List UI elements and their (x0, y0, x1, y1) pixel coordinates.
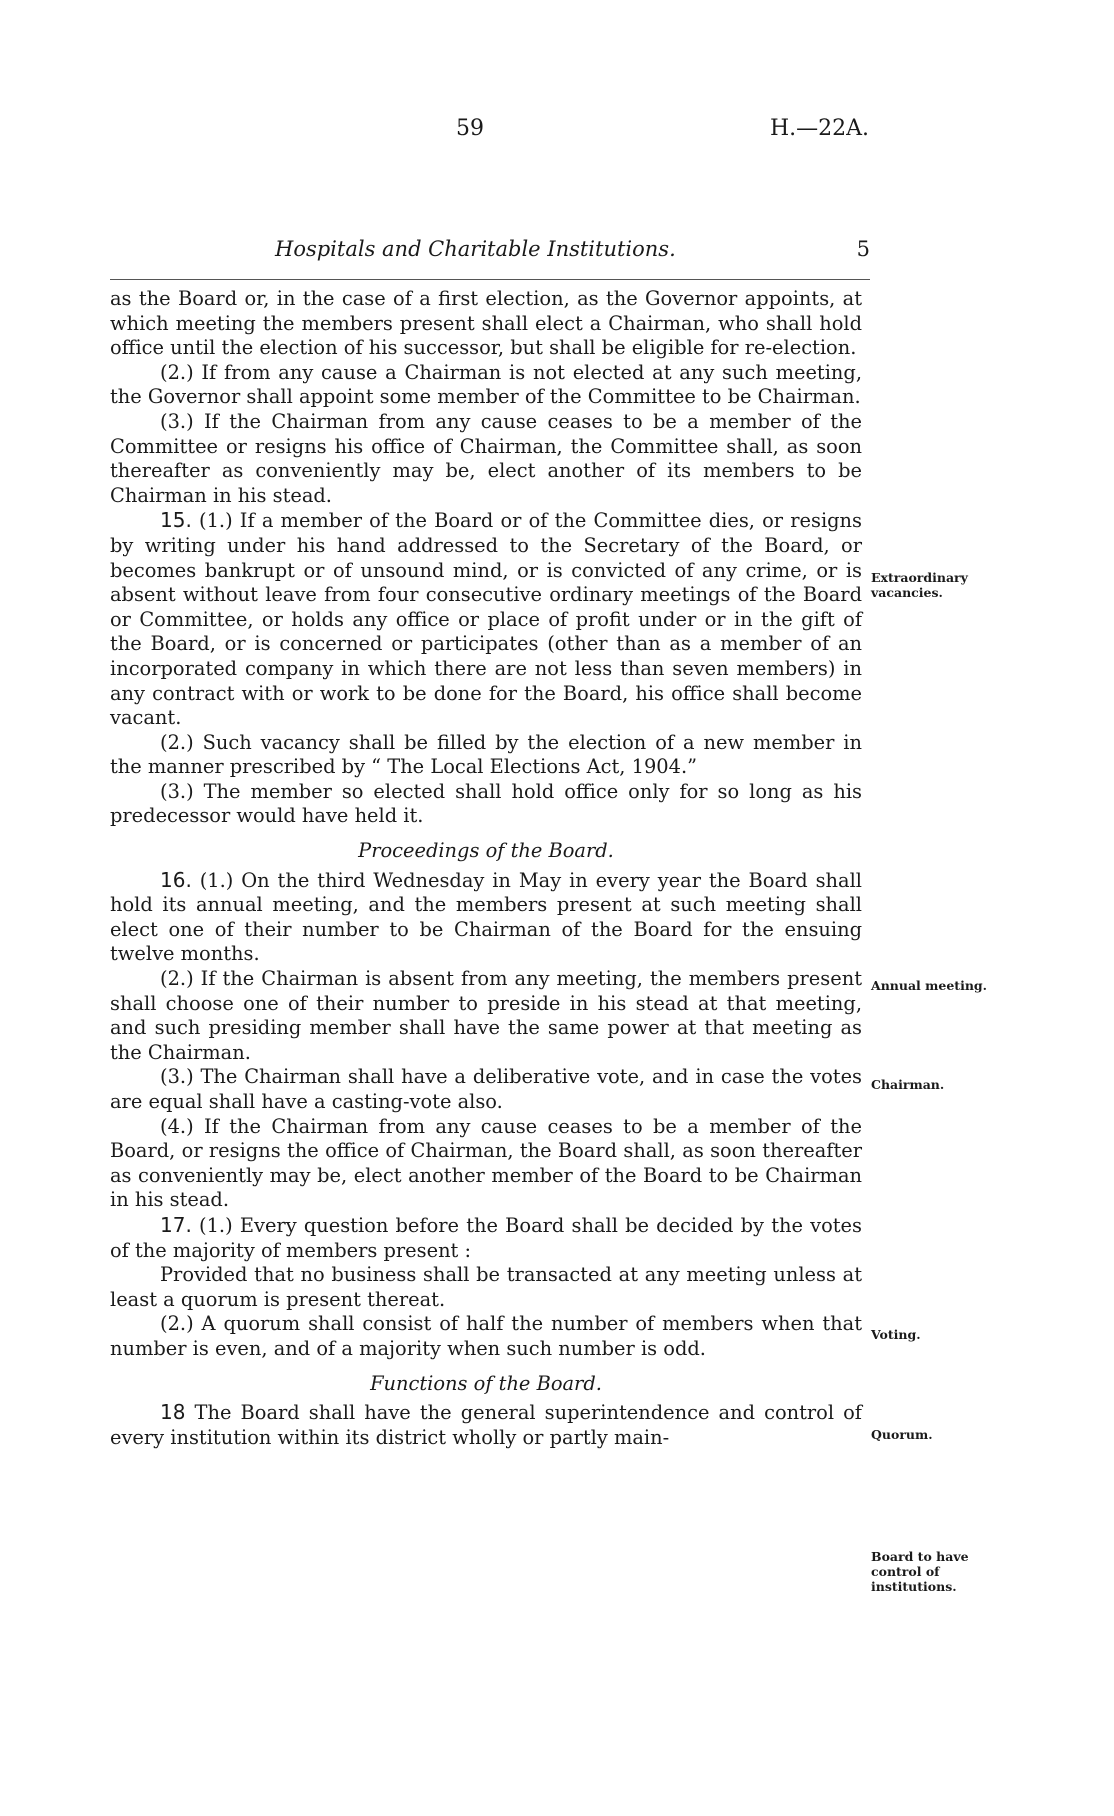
paragraph (110, 1263, 862, 1312)
header-rule (110, 279, 870, 280)
section-number: 15. (160, 508, 192, 533)
section-heading: Functions of the Board. (370, 1371, 602, 1395)
section-18 (110, 1400, 862, 1450)
document-reference: H.—22A. (770, 116, 870, 141)
paragraph-text: (1.) On the third Wednesday in May in every year the Board shall hold its annual meeting, and the members present at such meeting shall elect one of their number to be Chairman of the Board for the ensuing twelve months. (110, 868, 862, 966)
section-number: 17. (160, 1212, 192, 1237)
section-heading: Proceedings of the Board. (358, 839, 614, 863)
margin-note-chairman: Chairman. (871, 1077, 945, 1092)
margin-note-quorum: Quorum. (871, 1427, 933, 1442)
margin-note-annual-meeting: Annual meeting. (871, 978, 987, 993)
paragraph-text: Provided that no business shall be transacted at any meeting unless at least a quorum is present thereat. (110, 1263, 862, 1311)
body-text (110, 287, 862, 1450)
running-head (110, 237, 870, 267)
paragraph (110, 780, 862, 829)
paragraph (110, 731, 862, 780)
section-15 (110, 508, 862, 730)
paragraph-text: (3.) The Chairman shall have a deliberative vote, and in case the votes are equal shall have a casting-vote also. (110, 1065, 862, 1113)
paragraph-text: (2.) If the Chairman is absent from any meeting, the members present shall choose one of their number to preside in his stead at that meeting, and such presiding member shall have the same power at that meeting as the Chairman. (110, 967, 862, 1064)
paragraph (110, 410, 862, 508)
paragraph (110, 1065, 862, 1114)
section-17 (110, 1213, 862, 1263)
margin-note-voting: Voting. (871, 1327, 921, 1342)
paragraph-text: (2.) A quorum shall consist of half the number of members when that number is even, and of a majority when such number is odd. (110, 1312, 862, 1360)
paragraph-text: (3.) The member so elected shall hold office only for so long as his predecessor would have held it. (110, 779, 862, 828)
paragraph-text: (2.) If from any cause a Chairman is not elected at any such meeting, the Governor shall appoint some member of the Committee to be Chairman. (110, 360, 862, 409)
margin-note-extraordinary-vacancies: Extraordinary vacancies. (871, 570, 968, 600)
act-page-number: 5 (856, 237, 870, 261)
margin-note-board-control: Board to have control of institutions. (871, 1549, 969, 1594)
paragraph-text: (3.) If the Chairman from any cause ceases to be a member of the Committee or resigns his office of Chairman, the Committee shall, as soon thereafter as conveniently may be, elect another of its members to be Chairman in his stead. (110, 409, 862, 507)
section-number: 18 (160, 1400, 186, 1425)
act-title: Hospitals and Charitable Institutions. (275, 237, 676, 261)
paragraph (110, 361, 862, 410)
paragraph (110, 1115, 862, 1213)
page-header (0, 116, 1114, 146)
section-16 (110, 868, 862, 967)
section-number: 16. (160, 867, 192, 892)
paragraph-text: (1.) Every question before the Board shall be decided by the votes of the majority of members present : (110, 1213, 862, 1262)
paragraph (110, 967, 862, 1065)
paragraph (110, 1312, 862, 1361)
paragraph-text: as the Board or, in the case of a first election, as the Governor appoints, at which meeting the members present shall elect a Chairman, who shall hold office until the election of his successor, but shall be eligible for re-election. (110, 287, 862, 360)
paragraph-text: The Board shall have the general superintendence and control of every institution within its district wholly or partly main- (110, 1401, 862, 1449)
paragraph (110, 287, 862, 361)
paragraph-text: (2.) Such vacancy shall be filled by the election of a new member in the manner prescribed by “ The Local Elections Act, 1904.” (110, 730, 862, 779)
paragraph-text: (4.) If the Chairman from any cause ceases to be a member of the Board, or resigns the office of Chairman, the Board shall, as soon thereafter as conveniently may be, elect another member of the Board to be Chairman in his stead. (110, 1114, 862, 1212)
page-number: 59 (456, 116, 484, 141)
paragraph-text: (1.) If a member of the Board or of the Committee dies, or resigns by writing under his hand addressed to the Secretary of the Board, or becomes bankrupt or of unsound mind, or is convicted of any crime, or is absent without leave from four consecutive ordinary meetings of the Board or Committee, or holds any office or place of profit under or in the gift of the Board, or is concerned or participates (other than as a member of an incorporated company in which there are not less than seven members) in any contract with or work to be done for the Board, his office shall become vacant. (110, 509, 862, 730)
